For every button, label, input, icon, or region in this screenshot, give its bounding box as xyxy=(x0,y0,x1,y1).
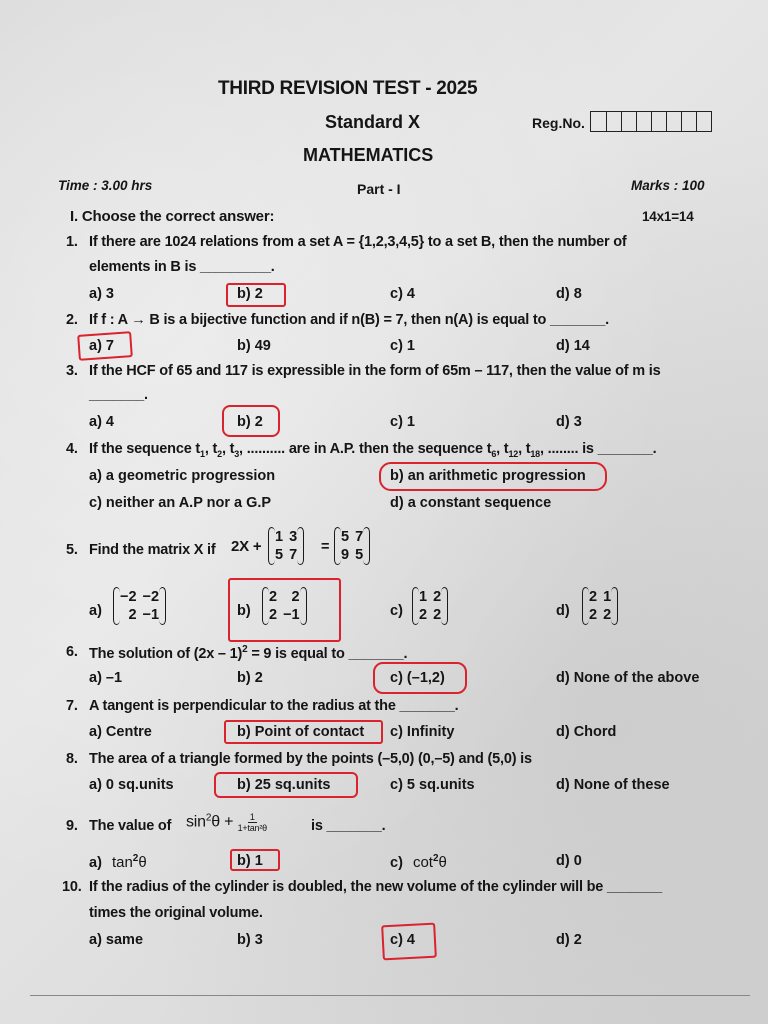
option-d[interactable]: d) Chord xyxy=(556,724,617,740)
option-b[interactable]: b) 49 xyxy=(237,338,271,354)
option-d[interactable]: d) 8 xyxy=(556,286,582,302)
matrix-given xyxy=(268,527,304,565)
option-d[interactable]: d) 0 xyxy=(556,853,582,869)
option-b[interactable]: b) 2 xyxy=(237,414,263,430)
option-b[interactable]: b) 2 xyxy=(237,286,263,302)
question-number: 6. xyxy=(66,644,78,660)
option-c[interactable]: c) neither an A.P nor a G.P xyxy=(89,495,272,511)
text-part: cot xyxy=(412,853,433,871)
page-divider xyxy=(30,995,750,996)
question-number: 1. xyxy=(66,234,78,250)
question-text: A tangent is perpendicular to the radius at the _______. xyxy=(89,698,459,714)
option-a[interactable]: a) 4 xyxy=(89,414,114,430)
option-d[interactable]: d) 3 xyxy=(556,414,582,430)
matrix-cell: 2 xyxy=(589,607,598,623)
fraction xyxy=(238,812,267,833)
question-text: The area of a triangle formed by the points (–5,0) (0,–5) and (5,0) is xyxy=(89,751,532,767)
matrix-cell: 5 xyxy=(275,547,284,563)
text-part: = 9 is equal to _______. xyxy=(247,645,408,662)
denominator: 1+tan²θ xyxy=(237,823,267,833)
subject-title: MATHEMATICS xyxy=(303,145,434,165)
option-c[interactable]: c) Infinity xyxy=(390,724,455,740)
question-text: is _______. xyxy=(311,818,386,834)
text-part: , t xyxy=(204,441,218,457)
question-text: If the radius of the cylinder is doubled, the new volume of the cylinder will be _______ xyxy=(89,879,663,895)
superscript: 2 xyxy=(132,853,139,864)
subscript: 12 xyxy=(508,448,519,459)
reg-no-boxes[interactable] xyxy=(590,111,712,132)
matrix-cell: 1 xyxy=(603,589,612,605)
question-text: The value of xyxy=(89,818,172,834)
option-b[interactable]: b) 2 xyxy=(237,670,263,686)
matrix-cell: 2 xyxy=(269,607,278,623)
question-number: 9. xyxy=(66,818,78,834)
numerator: 1 xyxy=(249,812,255,822)
question-text: times the original volume. xyxy=(89,905,263,921)
question-text: If there are 1024 relations from a set A = {1,2,3,4,5} to a set B, then the number of xyxy=(89,234,627,250)
option-b[interactable]: b) 3 xyxy=(237,932,263,948)
option-a[interactable]: a) –1 xyxy=(89,670,123,686)
text-part: , ........ is _______. xyxy=(539,441,657,457)
equals-sign: = xyxy=(321,539,330,555)
matrix-cell: 5 xyxy=(341,529,350,545)
question-number: 4. xyxy=(66,441,78,457)
question-text xyxy=(89,644,407,662)
option-c[interactable] xyxy=(390,853,447,871)
matrix-cell: 2 xyxy=(419,607,428,623)
question-text xyxy=(89,441,657,459)
text-part: θ xyxy=(438,853,447,871)
matrix-cell: −1 xyxy=(142,607,160,623)
subscript: 2 xyxy=(217,448,222,459)
question-number: 3. xyxy=(66,363,78,379)
option-b[interactable]: b) Point of contact xyxy=(237,724,365,740)
matrix-cell: 2 xyxy=(589,589,598,605)
question-number: 5. xyxy=(66,542,78,558)
option-d-matrix[interactable] xyxy=(582,587,618,625)
option-a[interactable]: a) xyxy=(89,603,102,619)
text-part: The solution of (2x – 1) xyxy=(89,645,243,662)
option-c-matrix[interactable] xyxy=(412,587,448,625)
text-part: sin xyxy=(186,813,206,831)
option-c[interactable]: c) 1 xyxy=(390,414,415,430)
part-label: Part - I xyxy=(357,181,401,197)
matrix-cell: −2 xyxy=(142,589,160,605)
question-text: If the HCF of 65 and 117 is expressible in the form of 65m – 117, then the value of m is xyxy=(89,363,661,379)
text-part: θ xyxy=(138,853,147,871)
expression xyxy=(186,812,267,833)
option-a[interactable] xyxy=(89,853,147,871)
superscript: 2 xyxy=(432,853,439,864)
option-a[interactable]: a) 0 sq.units xyxy=(89,777,174,793)
subscript: 3 xyxy=(234,448,240,459)
question-number: 2. xyxy=(66,312,78,328)
matrix-cell: 2 xyxy=(269,589,278,605)
matrix-cell: −1 xyxy=(283,607,300,623)
section-score: 14x1=14 xyxy=(642,209,694,224)
option-a[interactable]: a) 3 xyxy=(89,286,114,302)
option-a[interactable]: a) a geometric progression xyxy=(89,468,276,484)
option-d[interactable]: d) 2 xyxy=(556,932,582,948)
text-part: If the sequence t xyxy=(89,441,201,457)
standard-label: Standard X xyxy=(325,112,421,132)
matrix-cell: −2 xyxy=(120,589,137,605)
option-b-matrix[interactable] xyxy=(262,587,307,625)
question-text: elements in B is _________. xyxy=(89,259,275,275)
option-b[interactable]: b) an arithmetic progression xyxy=(390,468,586,484)
time-label: Time : 3.00 hrs xyxy=(58,178,153,193)
option-a[interactable]: a) Centre xyxy=(89,724,152,740)
marks-label: Marks : 100 xyxy=(631,178,705,193)
text-part: , t xyxy=(221,441,235,457)
option-c[interactable]: c) 4 xyxy=(390,932,415,948)
matrix-cell: 1 xyxy=(419,589,428,605)
option-a[interactable]: a) 7 xyxy=(89,338,114,354)
option-d[interactable]: d) 14 xyxy=(556,338,590,354)
option-b[interactable]: b) xyxy=(237,603,251,619)
matrix-cell: 2 xyxy=(291,589,300,605)
question-number: 8. xyxy=(66,751,78,767)
superscript: 2 xyxy=(205,812,212,824)
option-b[interactable]: b) 25 sq.units xyxy=(237,777,331,793)
text-part: tan xyxy=(111,853,133,871)
option-a[interactable]: a) same xyxy=(89,932,144,948)
question-text: Find the matrix X if xyxy=(89,542,216,558)
equation-part: 2X + xyxy=(231,538,262,555)
section-heading: I. Choose the correct answer: xyxy=(70,208,275,225)
option-c[interactable]: c) 4 xyxy=(390,286,415,302)
question-text: If f : A → B is a bijective function and if n(B) = 7, then n(A) is equal to _______. xyxy=(89,312,609,328)
option-c[interactable]: c) 1 xyxy=(390,338,415,354)
question-number: 7. xyxy=(66,698,78,714)
test-title: THIRD REVISION TEST - 2025 xyxy=(218,78,478,99)
text-part: , t xyxy=(496,441,509,457)
matrix-cell: 2 xyxy=(433,589,442,605)
reg-no-label: Reg.No. xyxy=(532,115,585,131)
matrix-cell: 2 xyxy=(433,607,442,623)
option-d[interactable]: d) None of these xyxy=(556,777,670,793)
text-part: , t xyxy=(518,441,531,457)
option-c[interactable]: c) 5 sq.units xyxy=(390,777,475,793)
matrix-cell: 2 xyxy=(128,607,137,623)
subscript: 6 xyxy=(491,448,497,459)
option-c[interactable]: c) xyxy=(390,603,403,619)
question-text: _______. xyxy=(89,387,148,403)
subscript: 1 xyxy=(200,448,205,459)
option-d[interactable]: d) a constant sequence xyxy=(390,495,552,511)
matrix-result xyxy=(334,527,370,565)
question-number: 10. xyxy=(62,879,82,895)
option-label: a) xyxy=(89,854,102,871)
option-d[interactable]: d) xyxy=(556,603,570,619)
matrix-cell: 1 xyxy=(275,529,284,545)
matrix-cell: 9 xyxy=(341,547,350,563)
matrix-cell: 3 xyxy=(289,529,298,545)
text-part: , .......... are in A.P. then the sequence t xyxy=(239,441,492,457)
option-b[interactable]: b) 1 xyxy=(237,853,263,869)
option-a-matrix[interactable] xyxy=(113,587,166,625)
option-label: c) xyxy=(390,854,403,871)
matrix-cell: 7 xyxy=(355,529,364,545)
matrix-cell: 7 xyxy=(289,547,298,563)
option-d[interactable]: d) None of the above xyxy=(556,670,700,686)
option-c[interactable]: c) (–1,2) xyxy=(390,670,445,686)
matrix-cell: 5 xyxy=(355,547,364,563)
superscript: 2 xyxy=(242,644,248,655)
text-part: θ + xyxy=(211,813,234,831)
subscript: 18 xyxy=(530,448,540,459)
matrix-cell: 2 xyxy=(603,607,612,623)
